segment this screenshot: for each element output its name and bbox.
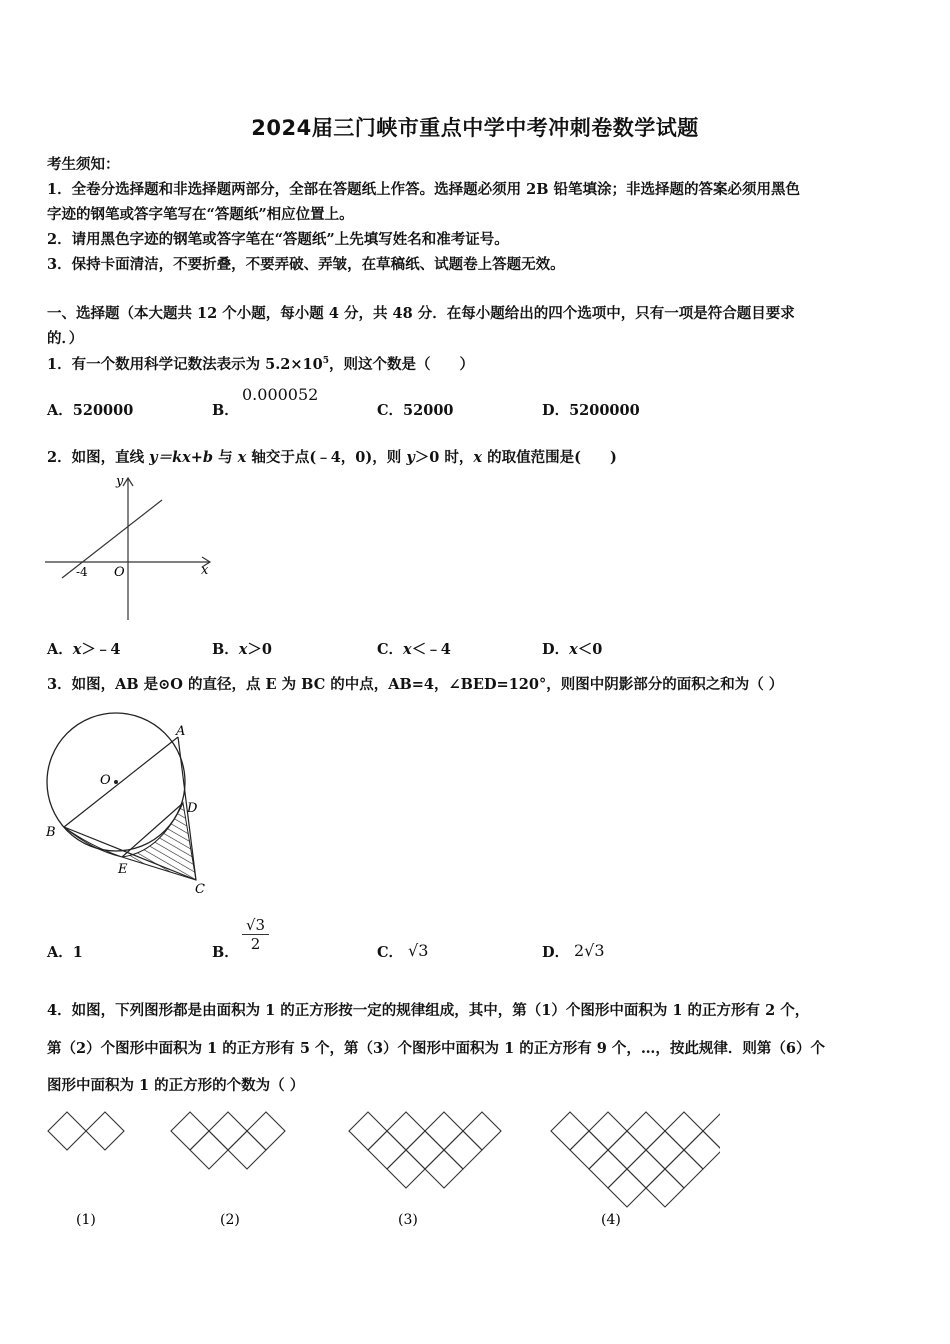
q1-stem: 1．有一个数用科学记数法表示为 $5.2\times 10^5$，则这个数是（ ） bbox=[47, 356, 474, 373]
q4-label-4: (4) bbox=[601, 1212, 621, 1228]
unit-square bbox=[608, 1169, 646, 1207]
q2-option-c: C．x＜﹣4 bbox=[377, 641, 451, 658]
q3-label-d: D bbox=[187, 801, 198, 816]
q3-option-a: A．1 bbox=[47, 944, 83, 961]
page-title: 2024届三门峡市重点中学中考冲刺卷数学试题 bbox=[251, 116, 699, 140]
q3-shade-right bbox=[122, 803, 196, 880]
q1-option-c: C．52000 bbox=[377, 402, 454, 419]
unit-square bbox=[589, 1150, 627, 1188]
q2-x-label: x bbox=[201, 563, 209, 578]
unit-square bbox=[387, 1112, 425, 1150]
q4-label-1: (1) bbox=[76, 1212, 96, 1228]
unit-square bbox=[48, 1112, 86, 1150]
unit-square bbox=[247, 1112, 285, 1150]
unit-square bbox=[463, 1112, 501, 1150]
q3-label-o: O bbox=[100, 773, 111, 788]
q2-tick-label: -4 bbox=[76, 565, 88, 579]
q3-option-d: D． bbox=[542, 944, 570, 961]
unit-square bbox=[190, 1131, 228, 1169]
q4-pattern-1 bbox=[48, 1112, 124, 1150]
q3-label-b: B bbox=[46, 825, 56, 840]
q2-option-a: A．x＞﹣4 bbox=[47, 641, 121, 658]
q2-stem: 2．如图，直线 y＝kx+b 与 x 轴交于点(﹣4，0)，则 y＞0 时，x 的取值范围是( ) bbox=[47, 449, 617, 466]
q1-option-b: B． bbox=[212, 402, 239, 419]
q4-stem-line-2: 第（2）个图形中面积为 1 的正方形有 5 个，第（3）个图形中面积为 1 的正方形有 9 个，…，按此规律．则第（6）个 bbox=[47, 1040, 826, 1057]
unit-square bbox=[665, 1150, 703, 1188]
unit-square bbox=[703, 1112, 720, 1150]
q2-option-d: D．x＜0 bbox=[542, 641, 603, 658]
unit-square bbox=[425, 1112, 463, 1150]
q3-circle-figure bbox=[40, 700, 220, 905]
q3-label-c: C bbox=[195, 882, 205, 897]
section-heading-line-1: 一、选择题（本大题共 12 个小题，每小题 4 分，共 48 分．在每小题给出的四个选项中，只有一项是符合题目要求 bbox=[47, 305, 795, 322]
unit-square bbox=[425, 1150, 463, 1188]
unit-square bbox=[646, 1169, 684, 1207]
q4-stem-line-1: 4．如图，下列图形都是由面积为 1 的正方形按一定的规律组成，其中，第（1）个图形中面积为 1 的正方形有 2 个， bbox=[47, 1002, 810, 1019]
unit-square bbox=[444, 1131, 482, 1169]
unit-square bbox=[665, 1112, 703, 1150]
q3-option-d-value: 2√3 bbox=[574, 941, 605, 960]
unit-square bbox=[86, 1112, 124, 1150]
q3-option-b-fraction: $\frac{√3}{2}$ bbox=[242, 916, 269, 953]
unit-square bbox=[406, 1131, 444, 1169]
q3-option-c: C． bbox=[377, 944, 404, 961]
q2-graph-figure bbox=[40, 470, 220, 630]
q3-center-dot bbox=[114, 780, 118, 784]
q1-option-a: A．520000 bbox=[47, 402, 134, 419]
unit-square bbox=[627, 1112, 665, 1150]
q2-option-b: B．x＞0 bbox=[212, 641, 273, 658]
q4-stem-line-3: 图形中面积为 1 的正方形的个数为（ ） bbox=[47, 1077, 305, 1094]
unit-square bbox=[570, 1131, 608, 1169]
unit-square bbox=[551, 1112, 589, 1150]
q3-diameter-ab bbox=[64, 737, 178, 827]
unit-square bbox=[646, 1131, 684, 1169]
unit-square bbox=[608, 1131, 646, 1169]
notice-line-3: 3．保持卡面清洁，不要折叠，不要弄破、弄皱，在草稿纸、试题卷上答题无效。 bbox=[47, 256, 565, 273]
q3-label-e: E bbox=[118, 862, 128, 877]
q1-option-d: D．5200000 bbox=[542, 402, 640, 419]
unit-square bbox=[349, 1112, 387, 1150]
unit-square bbox=[627, 1150, 665, 1188]
q4-label-2: (2) bbox=[220, 1212, 240, 1228]
unit-square bbox=[387, 1150, 425, 1188]
q3-stem: 3．如图，AB 是⊙O 的直径，点 E 为 BC 的中点，AB=4，∠BED=120°，则图中阴影部分的面积之和为（ ） bbox=[47, 676, 784, 693]
q3-option-c-value: √3 bbox=[408, 941, 429, 960]
unit-square bbox=[209, 1112, 247, 1150]
notice-heading: 考生须知： bbox=[47, 156, 120, 173]
unit-square bbox=[684, 1131, 720, 1169]
q3-shade-left bbox=[64, 827, 122, 857]
q3-label-a: A bbox=[176, 724, 186, 739]
section-heading-line-2: 的．） bbox=[47, 330, 84, 347]
q1-option-b-value: 0.000052 bbox=[242, 385, 319, 404]
notice-line-1a: 1．全卷分选择题和非选择题两部分，全部在答题纸上作答。选择题必须用 2B 铅笔填涂；非选择题的答案必须用黑色 bbox=[47, 181, 801, 198]
unit-square bbox=[228, 1131, 266, 1169]
q2-y-label: y bbox=[116, 474, 124, 489]
q4-patterns-figure bbox=[40, 1100, 720, 1240]
q2-origin-label: O bbox=[114, 565, 125, 580]
unit-square bbox=[368, 1131, 406, 1169]
notice-line-1b: 字迹的钢笔或答字笔写在“答题纸”相应位置上。 bbox=[47, 206, 354, 223]
q4-pattern-4 bbox=[551, 1112, 720, 1207]
q4-pattern-2 bbox=[171, 1112, 285, 1169]
q4-pattern-3 bbox=[349, 1112, 501, 1188]
unit-square bbox=[589, 1112, 627, 1150]
notice-line-2: 2．请用黑色字迹的钢笔或答字笔在“答题纸”上先填写姓名和准考证号。 bbox=[47, 231, 509, 248]
q4-label-3: (3) bbox=[398, 1212, 418, 1228]
q3-option-b: B． bbox=[212, 944, 239, 961]
unit-square bbox=[171, 1112, 209, 1150]
